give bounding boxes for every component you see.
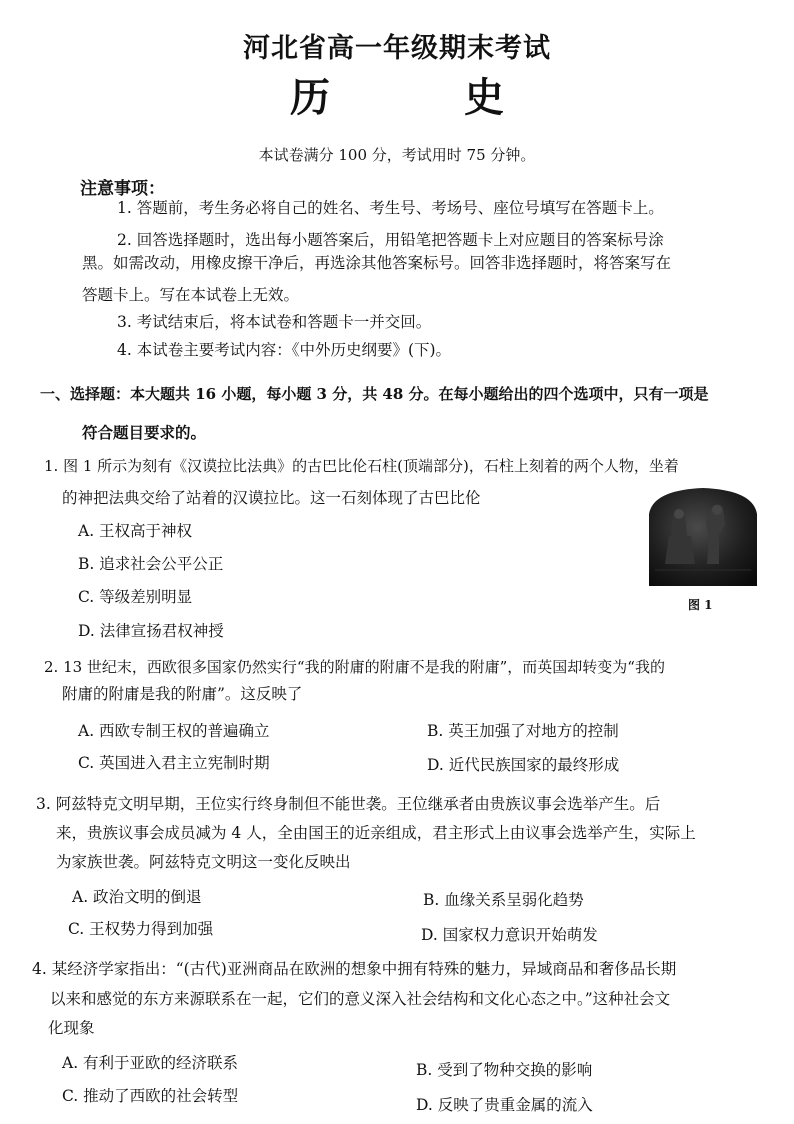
question-3-option-d: D. 国家权力意识开始萌发	[421, 926, 598, 944]
section-heading-cont: 符合题目要求的。	[82, 423, 207, 442]
question-3-stem: 来，贵族议事会成员减为 4 人，全由国王的近亲组成，君主形式上由议事会选举产生，实际上	[56, 824, 696, 842]
question-3-option-c: C. 王权势力得到加强	[68, 920, 214, 938]
question-4-stem: 化现象	[48, 1019, 95, 1037]
question-2-option-d: D. 近代民族国家的最终形成	[427, 756, 620, 774]
question-2-option-b: B. 英王加强了对地方的控制	[427, 722, 619, 740]
notice-line: 黑。如需改动，用橡皮擦干净后，再选涂其他答案标号。回答非选择题时，将答案写在	[82, 254, 672, 272]
question-3-stem: 为家族世袭。阿兹特克文明这一变化反映出	[56, 853, 351, 871]
question-4-option-c: C. 推动了西欧的社会转型	[62, 1087, 239, 1105]
exam-title: 河北省高一年级期末考试	[243, 33, 551, 64]
question-1-option-b: B. 追求社会公平公正	[78, 555, 224, 573]
question-2-option-c: C. 英国进入君主立宪制时期	[78, 754, 270, 772]
question-3-option-b: B. 血缘关系呈弱化趋势	[423, 891, 584, 909]
question-4-option-d: D. 反映了贵重金属的流入	[416, 1096, 593, 1114]
question-4-option-a: A. 有利于亚欧的经济联系	[62, 1054, 239, 1072]
question-1-option-a: A. 王权高于神权	[78, 522, 193, 540]
hammurabi-stele-image	[643, 486, 763, 586]
question-2-stem: 2. 13 世纪末，西欧很多国家仍然实行“我的附庸的附庸不是我的附庸”，而英国却转变为“我的	[44, 658, 665, 676]
figure-caption: 图 1	[688, 598, 713, 612]
exam-info: 本试卷满分 100 分，考试用时 75 分钟。	[258, 146, 536, 164]
notice-line: 2. 回答选择题时，选出每小题答案后，用铅笔把答题卡上对应题目的答案标号涂	[117, 231, 664, 249]
question-4-option-b: B. 受到了物种交换的影响	[416, 1061, 593, 1079]
notice-line: 4. 本试卷主要考试内容：《中外历史纲要》(下)。	[117, 341, 452, 359]
question-1-stem: 的神把法典交给了站着的汉谟拉比。这一石刻体现了古巴比伦	[62, 489, 481, 507]
subject-title: 历 史	[290, 74, 564, 121]
question-4-stem: 以来和感觉的东方来源联系在一起，它们的意义深入社会结构和文化心态之中。”这种社会文	[50, 990, 671, 1008]
notice-title: 注意事项：	[80, 179, 165, 199]
question-1-option-c: C. 等级差别明显	[78, 588, 193, 606]
notice-line: 1. 答题前，考生务必将自己的姓名、考生号、考场号、座位号填写在答题卡上。	[117, 199, 664, 217]
question-4-stem: 4. 某经济学家指出：“(古代)亚洲商品在欧洲的想象中拥有特殊的魅力，异域商品和奢侈品长期	[32, 960, 677, 978]
section-heading: 一、选择题：本大题共 16 小题，每小题 3 分，共 48 分。在每小题给出的四个选项中，只有一项是	[40, 385, 709, 403]
notice-line: 3. 考试结束后，将本试卷和答题卡一并交回。	[117, 313, 432, 331]
question-2-option-a: A. 西欧专制王权的普遍确立	[78, 722, 270, 740]
notice-line: 答题卡上。写在本试卷上无效。	[82, 286, 300, 304]
question-1-option-d: D. 法律宣扬君权神授	[78, 622, 224, 640]
question-3-option-a: A. 政治文明的倒退	[72, 888, 202, 906]
question-1-stem: 1. 图 1 所示为刻有《汉谟拉比法典》的古巴比伦石柱(顶端部分)，石柱上刻着的两个人物，坐着	[44, 457, 679, 475]
question-3-stem: 3. 阿兹特克文明早期，王位实行终身制但不能世袭。王位继承者由贵族议事会选举产生。后	[36, 795, 661, 813]
question-2-stem: 附庸的附庸是我的附庸”。这反映了	[62, 685, 303, 703]
